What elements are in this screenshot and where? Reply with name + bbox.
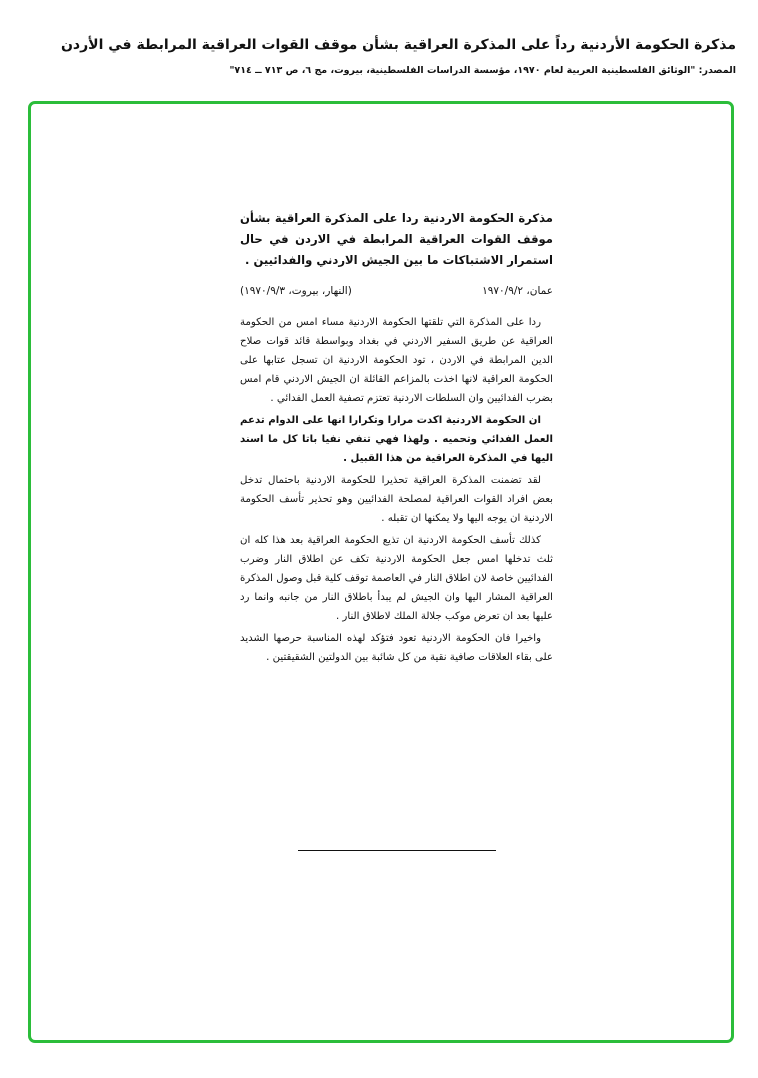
- page-title: مذكرة الحكومة الأردنية رداً على المذكرة العراقية بشأن موقف القوات العراقية المرابطة في الأردن: [60, 37, 736, 53]
- paragraph-5: واخيرا فان الحكومة الاردنية تعود فتؤكد لهذه المناسبة حرصها الشديد على بقاء العلاقات صافية نقية من كل شائبة بين الدولتين الشقيقتين .: [240, 633, 553, 663]
- document-title: مذكرة الحكومة الاردنية ردا على المذكرة العراقية بشأن موقف القوات العراقية المرابطة في الاردن في حال استمرار الاشتباكات ما بين الجيش الاردني والفدائيين .: [240, 211, 553, 267]
- page-header: [20, 34, 736, 80]
- date-source: (النهار، بيروت، ١٩٧٠/٩/٣): [240, 285, 352, 297]
- source-citation: المصدر: "الوثائق الفلسطينية العربية لعام ١٩٧٠، مؤسسة الدراسات الفلسطينية، بيروت، مج ٦، ص ٧١٣ ــ ٧١٤": [229, 65, 736, 76]
- document-body: [240, 208, 553, 670]
- dateline: [240, 283, 553, 299]
- paragraph-2: ان الحكومة الاردنية اكدت مرارا وتكرارا انها على الدوام تدعم العمل الفدائي وتحميه . ولهذا فهي تنفي نفيا باتا كل ما اسند اليها في المذكرة العراقية من هذا القبيل .: [240, 415, 553, 464]
- paragraph-3: لقد تضمنت المذكرة العراقية تحذيرا للحكومة الاردنية باحتمال تدخل بعض افراد القوات العراقية لمصلحة الفدائيين وهو تحذير تأسف الحكومة الاردنية ان يوجه اليها ولا يمكنها ان تقبله .: [240, 475, 553, 524]
- end-rule-divider: [298, 850, 496, 851]
- paragraph-4: كذلك تأسف الحكومة الاردنية ان تذيع الحكومة العراقية بعد هذا كله ان ثلث تدخلها امس جعل الحكومة الاردنية تكف عن اطلاق النار وضرب الفدائيين خاصة لان اطلاق النار في العاصمة توقف كلية قبل وصول المذكرة العراقية المشار اليها وان الجيش لم يبدأ باطلاق النار من جانبه وانما رد عليها بعد ان تعرض موكب جلالة الملك لاطلاق النار .: [240, 535, 553, 622]
- paragraph-1: ردا على المذكرة التي تلقتها الحكومة الاردنية مساء امس من الحكومة العراقية عن طريق السفير الاردني في بغداد وبواسطة قائد قوات صلاح الدين المرابطة في الاردن ، تود الحكومة الاردنية ان تسجل عتابها على الحكومة العراقية لانها اخذت بالمزاعم القائلة ان الجيش الاردني قام امس بضرب الفدائيين وان السلطات الاردنية تعتزم تصفية العمل الفدائي .: [240, 317, 553, 404]
- date-place: عمان، ١٩٧٠/٩/٢: [482, 285, 553, 297]
